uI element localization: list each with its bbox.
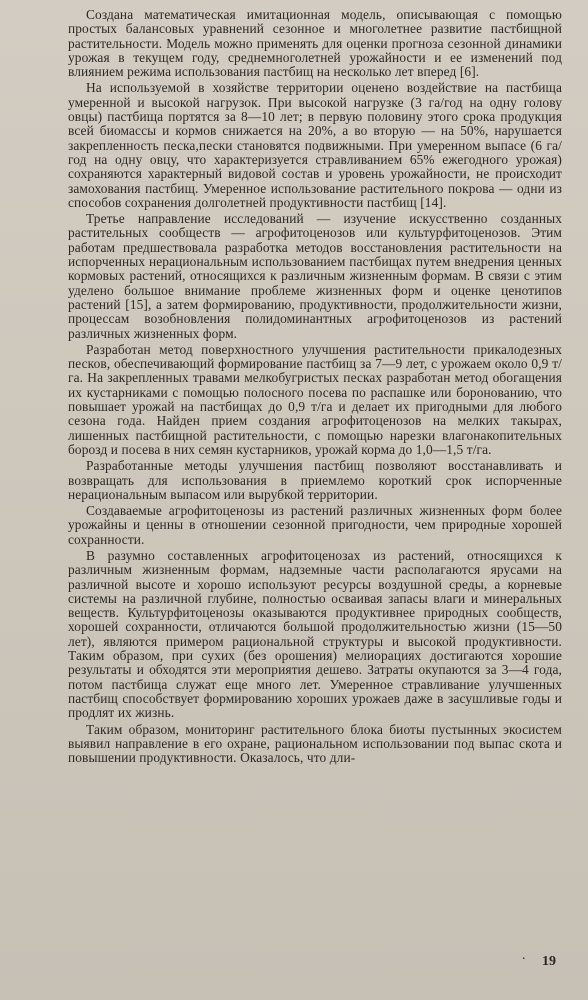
page-dot: ·	[521, 952, 526, 967]
paragraph-model: Создана математическая имитационная модель, описывающая с помощью простых балансовых уравнений сезонное и многолетнее развитие пастбищной растительности. Модель можно применять для оценки прогноза сезонной динамики урожая в текущем году, среднемноголетней урожайности и ее изменений под влиянием режима использования пастбищ на несколько лет вперед [6].	[68, 7, 562, 80]
page-number: 19	[542, 954, 556, 969]
paragraph-third-direction: Третье направление исследований — изучение искусственно созданных растительных сообществ — агрофитоценозов или культурфитоценозов. Этим работам предшествовала разработка методов восстановления растительности на испорченных нерациональным использованием пастбищах путем внедрения ценных кормовых растений, относящихся к различным жизненным формам. В связи с этим уделено большое внимание проблеме жизненных форм и оценке ценотипов растений [15], а затем формированию, продуктивности, продолжительности жизни, процессам возобновления полидоминантных агрофитоценозов из растений различных жизненных форм.	[68, 211, 562, 341]
paragraph-life-forms: В разумно составленных агрофитоценозах из растений, относящихся к различным жизненным формам, надземные части располагаются ярусами на различной высоте и хорошо используют ресурсы воздушной среды, а корневые системы на различной глубине, полностью осваивая запасы влаги и минеральных веществ. Культурфитоценозы оказываются продуктивнее природных сообществ, хорошей сохранности, отличаются большой продолжительностью жизни (15—50 лет), являются примером рациональной структуры и высокой продуктивности. Таким образом, при сухих (без орошения) мелиорациях достигаются хорошие результаты и обходятся эти мероприятия дешево. Затраты окупаются за 3—4 года, потом пастбища служат еще много лет. Умеренное стравливание улучшенных пастбищ способствует формированию хороших урожаев даже в засушливые годы и продлят их жизнь.	[68, 547, 562, 721]
paragraph-monitoring: Таким образом, мониторинг растительного блока биоты пустынных экосистем выявил направление в его охране, рациональном использовании под выпас скота и повышении продуктивности. Оказалось, что дли-	[68, 721, 562, 766]
body-text	[68, 8, 562, 765]
paragraph-surface-improvement: Разработан метод поверхностного улучшения растительности прикалодезных песков, обеспечивающий формирование пастбищ за 7—9 лет, с урожаем около 0,9 т/га. На закрепленных травами мелкобугристых песках разработан метод обогащения их кустарниками с помощью полосного посева по распашке или боронованию, что повышает урожай на пастбищах до 0,9 т/га и делает их пригодными для любого сезона года. Найден прием создания агрофитоценозов на мелких такырах, лишенных пастбищной растительности, с помощью нарезки влагонакопительных борозд и посева в них семян кустарников, урожай корма до 1,0—1,5 т/га.	[68, 341, 562, 457]
paragraph-grazing-load: На используемой в хозяйстве территории оценено воздействие на пастбища умеренной и высокой нагрузок. При высокой нагрузке (3 га/год на одну голову овцы) пастбища портятся за 8—10 лет; в первую половину этого срока продукция всей биомассы и кормов снижается на 20%, а во вторую — на 50%, нарушается закрепленность песка,пески становятся подвижными. При умеренном выпасе (6 га/год на одну овцу, что характеризуется стравливанием 65% ежегодного урожая) сохраняются характерный видовой состав и уровень урожайности, не происходит замохования пастбищ. Умеренное использование растительного покрова — одни из способов сохранения долголетней продуктивности пастбищ [14].	[68, 80, 562, 210]
paragraph-restoration-methods: Разработанные методы улучшения пастбищ позволяют восстанавливать и возвращать для использования в приемлемо короткий срок испорченные нерациональным выпасом или вырубкой территории.	[68, 458, 562, 502]
paragraph-agrophytocenoses: Создаваемые агрофитоценозы из растений различных жизненных форм более урожайны и ценны в отношении сезонной пригодности, чем природные хорошей сохранности.	[68, 503, 562, 547]
